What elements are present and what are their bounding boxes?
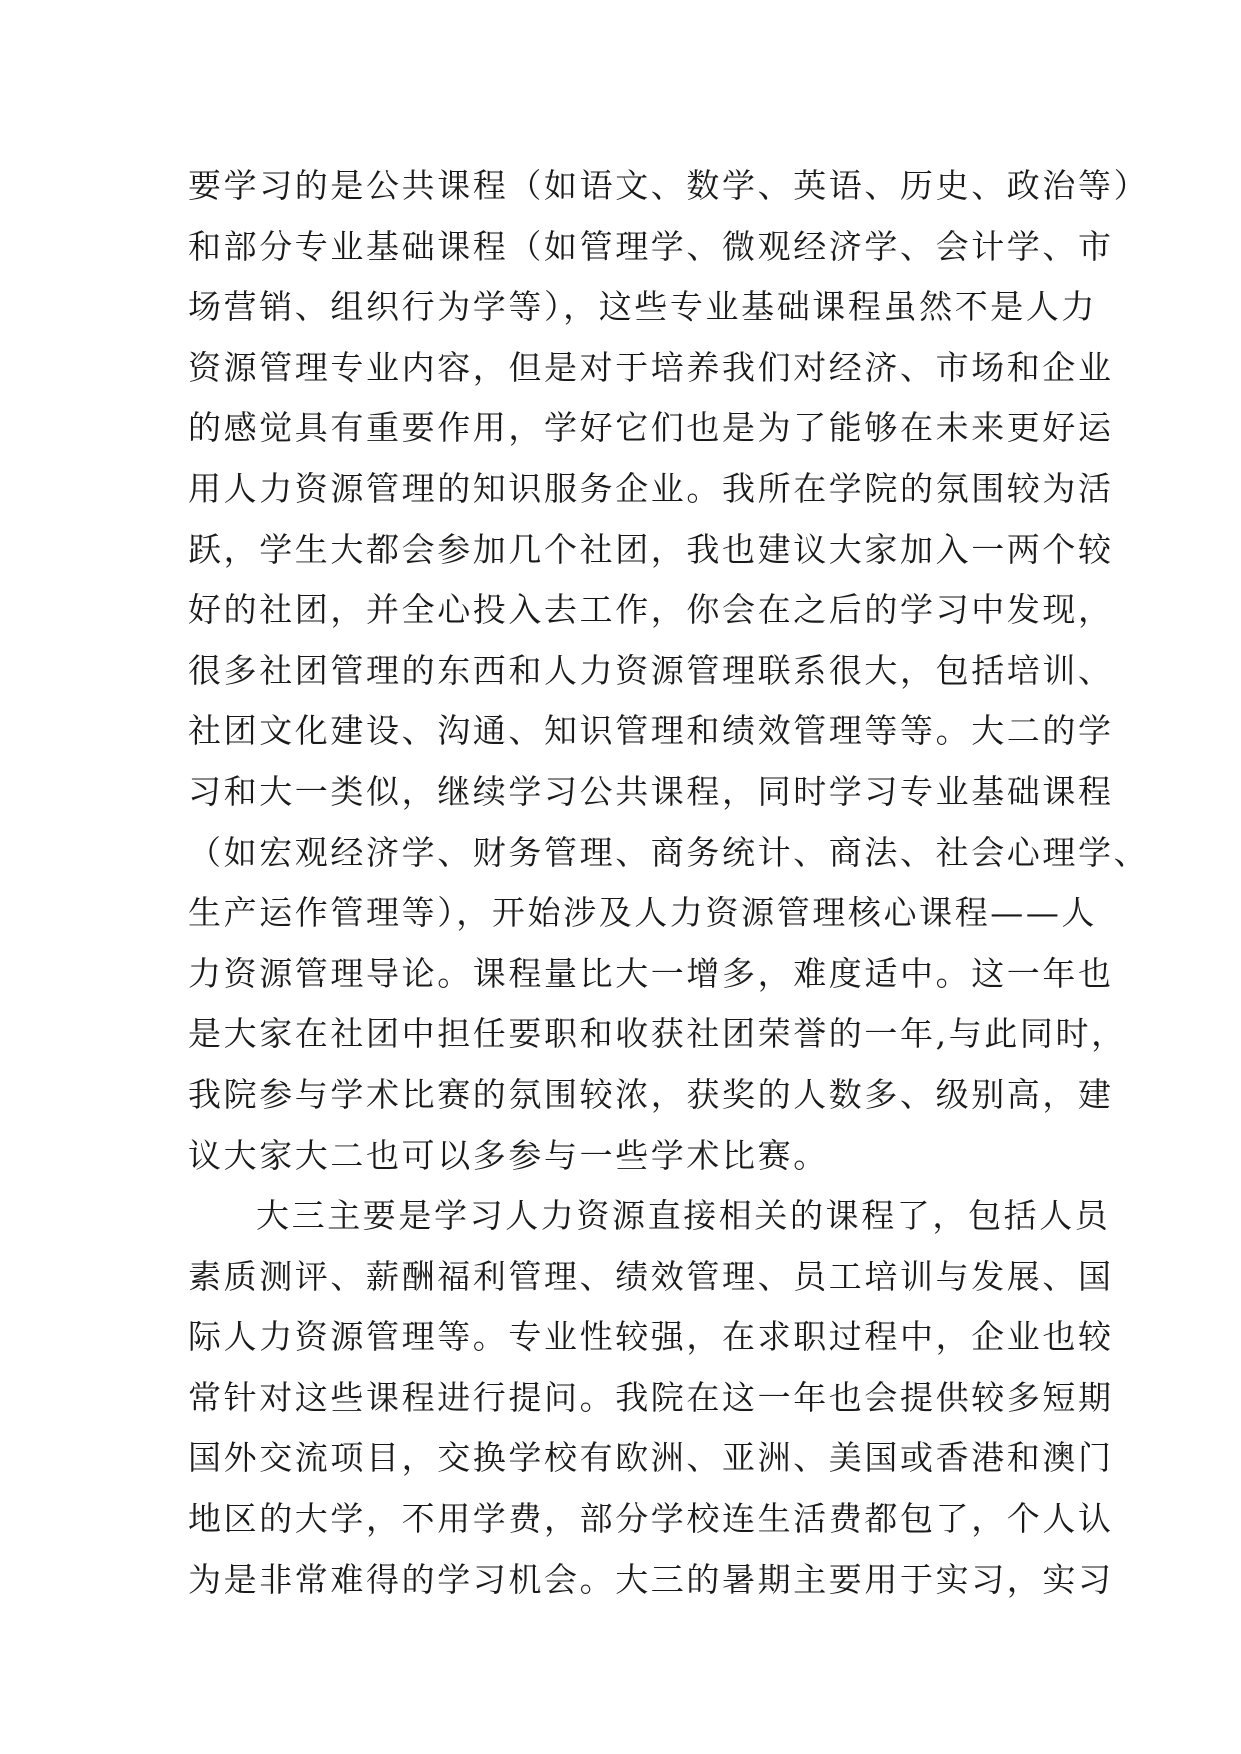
text-line: 社团文化建设、沟通、知识管理和绩效管理等等。大二的学 <box>188 711 1114 751</box>
paragraph-2 <box>188 1186 1114 1610</box>
text-line: 力资源管理导论。课程量比大一增多，难度适中。这一年也 <box>188 953 1114 993</box>
text-line: 很多社团管理的东西和人力资源管理联系很大，包括培训、 <box>188 650 1114 690</box>
text-line: 用人力资源管理的知识服务企业。我所在学院的氛围较为活 <box>188 468 1114 508</box>
text-line: 际人力资源管理等。专业性较强，在求职过程中，企业也较 <box>188 1317 1114 1357</box>
text-line: 我院参与学术比赛的氛围较浓，获奖的人数多、级别高，建 <box>188 1074 1114 1114</box>
text-line: 常针对这些课程进行提问。我院在这一年也会提供较多短期 <box>188 1377 1114 1417</box>
body-text <box>188 156 1150 1610</box>
text-line: 和部分专业基础课程（如管理学、微观经济学、会计学、市 <box>188 226 1114 266</box>
text-line: 大三主要是学习人力资源直接相关的课程了，包括人员 <box>256 1196 1111 1236</box>
text-line: 素质测评、薪酬福利管理、绩效管理、员工培训与发展、国 <box>188 1256 1114 1296</box>
paragraph-1 <box>188 156 1150 1186</box>
text-line: 要学习的是公共课程（如语文、数学、英语、历史、政治等） <box>188 166 1150 205</box>
text-line: 生产运作管理等），开始涉及人力资源管理核心课程——人 <box>188 893 1098 933</box>
text-line: 的感觉具有重要作用，学好它们也是为了能够在未来更好运 <box>188 408 1114 448</box>
text-line: 习和大一类似，继续学习公共课程，同时学习专业基础课程 <box>188 771 1114 811</box>
text-line: 为是非常难得的学习机会。大三的暑期主要用于实习，实习 <box>188 1559 1114 1599</box>
text-line: 好的社团，并全心投入去工作，你会在之后的学习中发现， <box>188 590 1114 630</box>
text-line: （如宏观经济学、财务管理、商务统计、商法、社会心理学、 <box>188 832 1150 872</box>
text-line: 国外交流项目，交换学校有欧洲、亚洲、美国或香港和澳门 <box>188 1438 1114 1478</box>
text-line: 是大家在社团中担任要职和收获社团荣誉的一年,与此同时， <box>188 1014 1127 1054</box>
text-line: 跃，学生大都会参加几个社团，我也建议大家加入一两个较 <box>188 529 1114 569</box>
text-line: 地区的大学，不用学费，部分学校连生活费都包了，个人认 <box>188 1499 1114 1539</box>
text-line: 议大家大二也可以多参与一些学术比赛。 <box>188 1135 829 1175</box>
text-line: 资源管理专业内容，但是对于培养我们对经济、市场和企业 <box>188 347 1114 387</box>
text-line: 场营销、组织行为学等），这些专业基础课程虽然不是人力 <box>188 287 1098 327</box>
